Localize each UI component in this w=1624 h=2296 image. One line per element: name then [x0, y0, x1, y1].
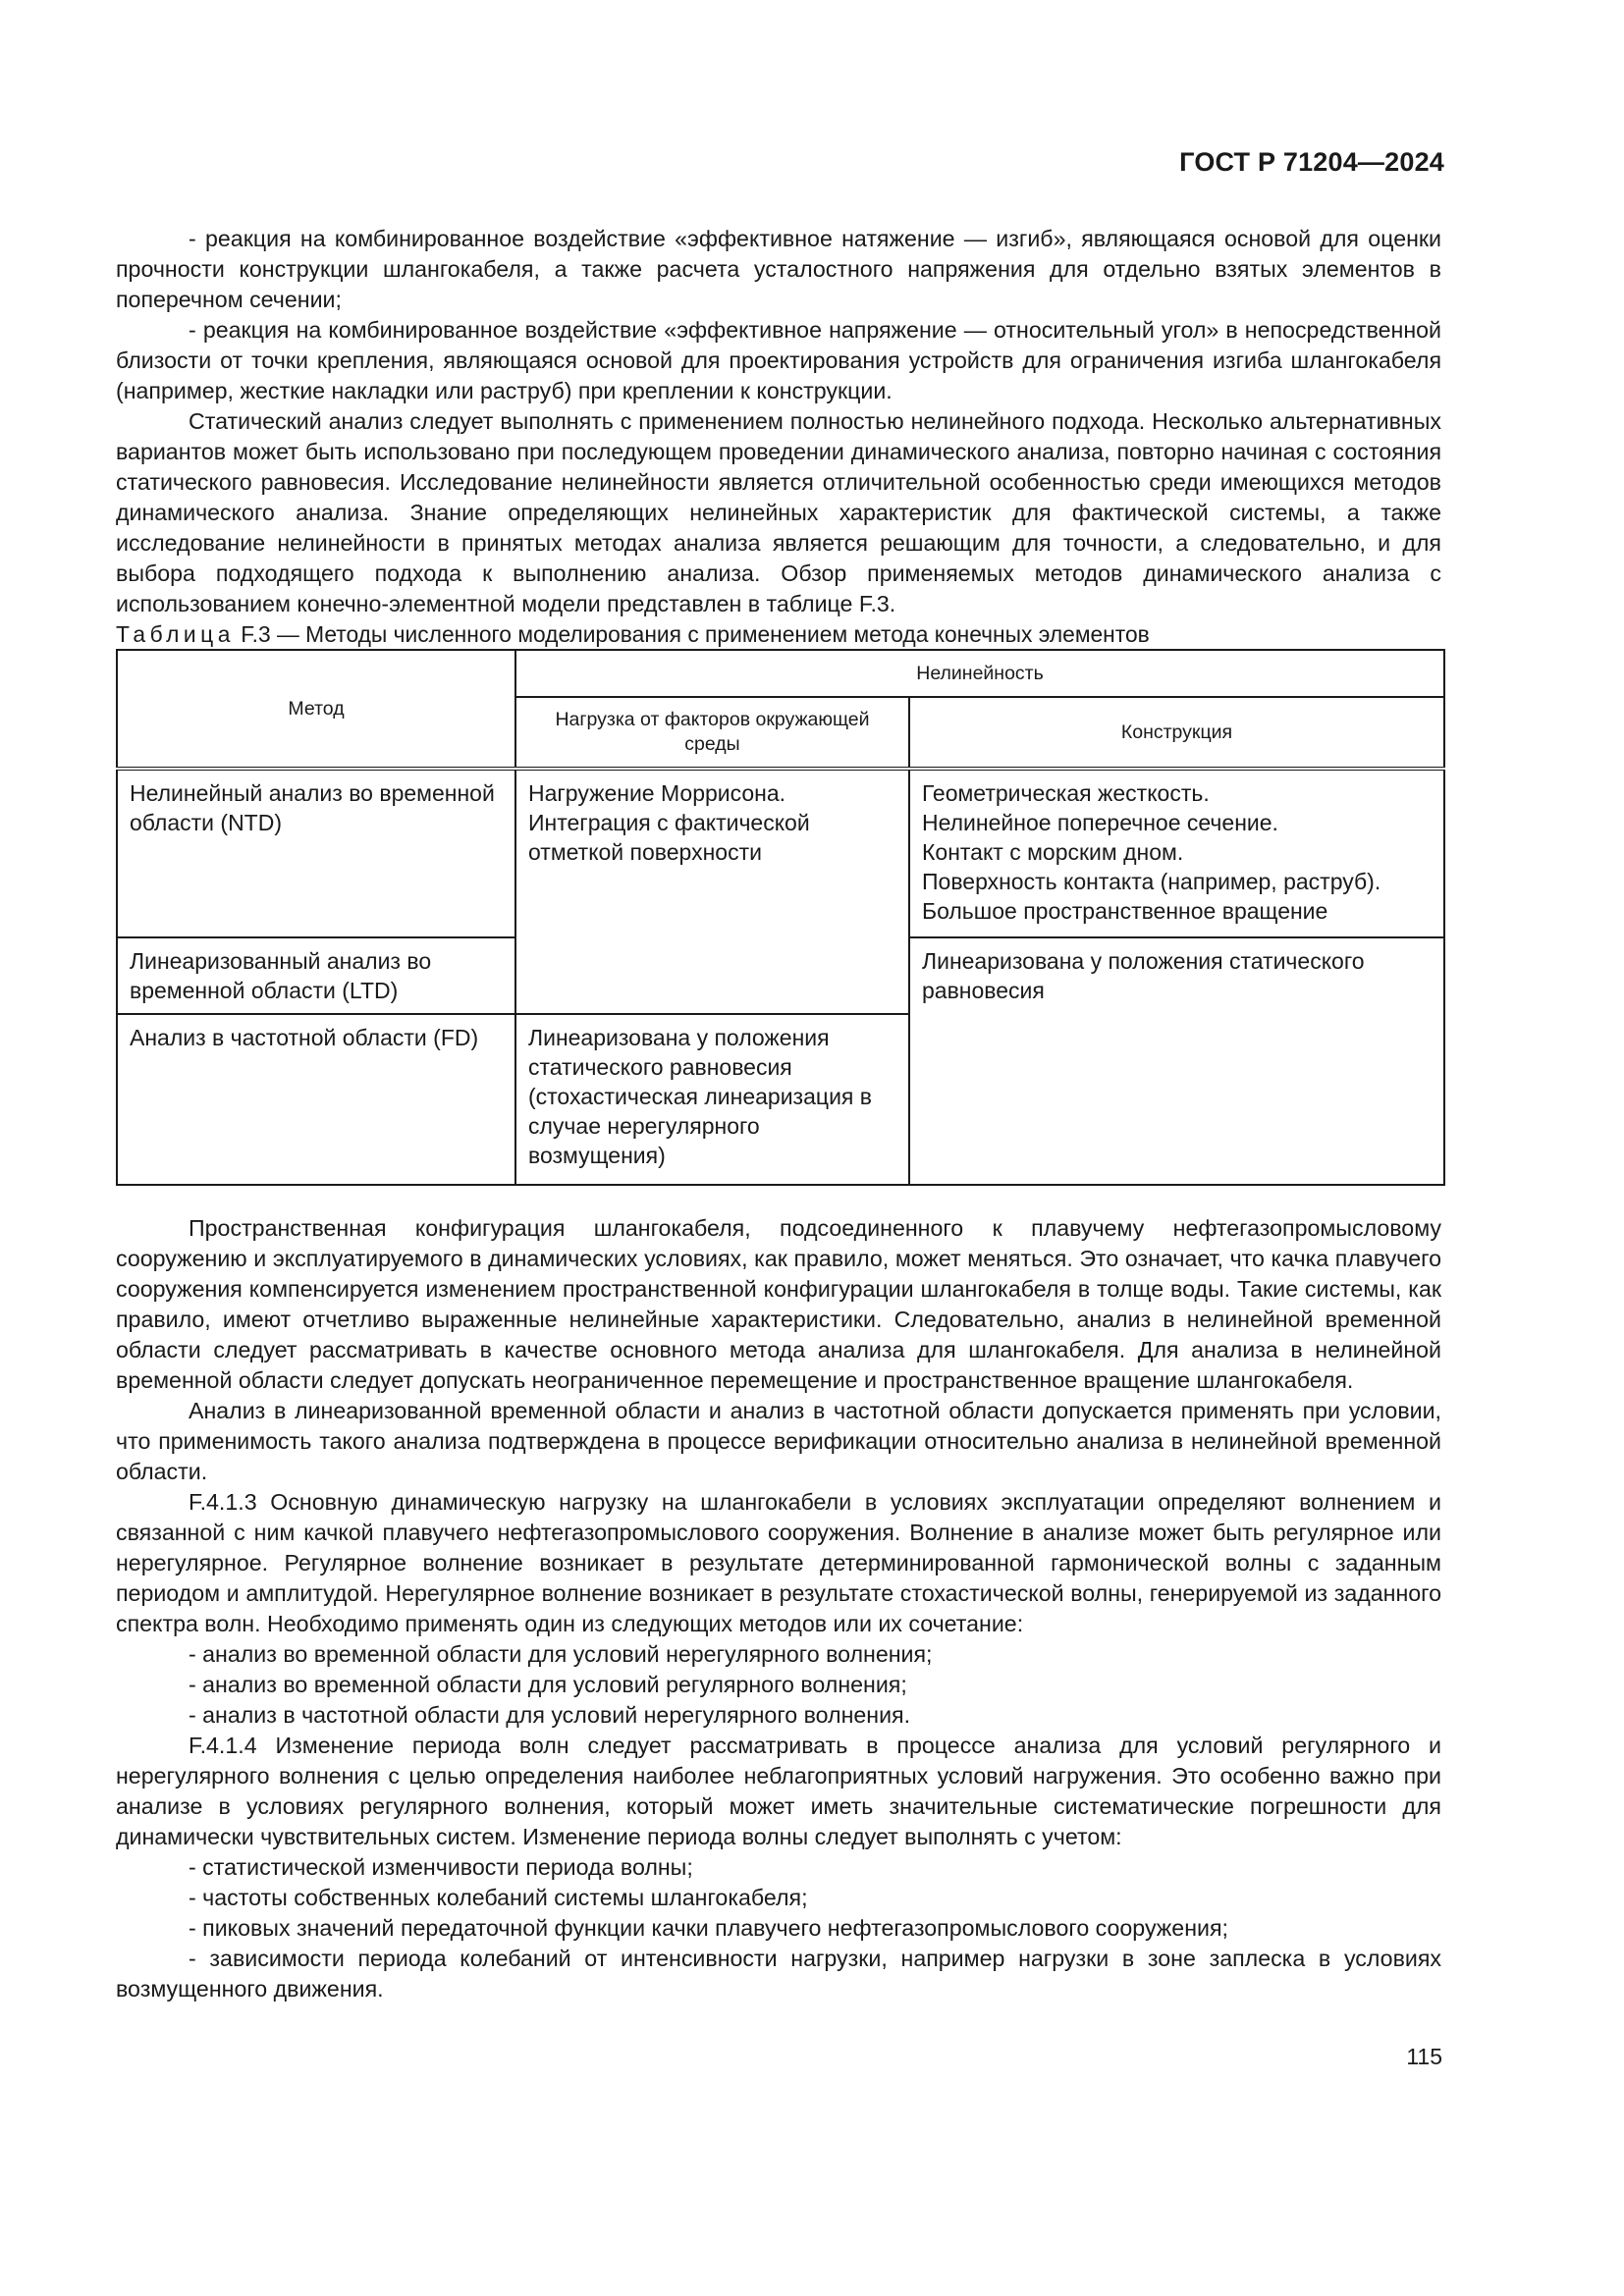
header-structure: Конструкция [909, 697, 1444, 769]
paragraph: Пространственная конфигурация шлангокабеля, подсоединенного к плавучему нефтегазопромысловому сооружению и эксплуатируемого в динамических условиях, как правило, может меняться. Это означает, что качка плавучего сооружения компенсируется изменением пространственной конфигурации шлангокабеля в толще воды. Такие системы, как правило, имеют отчетливо выраженные нелинейные характеристики. Следовательно, анализ в нелинейной временной области следует рассматривать в качестве основного метода анализа для шлангокабеля. Для анализа в нелинейной временной области следует допускать неограниченное перемещение и пространственное вращение шлангокабеля. [116, 1215, 1441, 1393]
list-item: - частоты собственных колебаний системы шлангокабеля; [189, 1885, 808, 1910]
structure-item: Большое пространственное вращение [922, 898, 1328, 924]
structure-item: Нелинейное поперечное сечение. [922, 810, 1278, 835]
list-item: - анализ во временной области для условий регулярного волнения; [189, 1672, 907, 1697]
paragraph: F.4.1.3 Основную динамическую нагрузку на шлангокабели в условиях эксплуатации определяют волнением и связанной с ним качкой плавучего нефтегазопромыслового сооружения. Волнение в анализе может быть регулярное или нерегулярное. Регулярное волнение возникает в результате детерминированной гармонической волны с заданным периодом и амплитудой. Нерегулярное волнение возникает в результате стохастической волны, генерируемой из заданного спектра волн. Необходимо применять один из следующих методов или их сочетание: [116, 1489, 1441, 1636]
cell-env-fd: Линеаризована у положения статического равновесия (стохастическая линеаризация в случае нерегулярного возмущения) [515, 1014, 909, 1185]
cell-method-ltd: Линеаризованный анализ во временной области (LTD) [117, 937, 515, 1014]
cell-method-fd: Анализ в частотной области (FD) [117, 1014, 515, 1185]
page-number: 115 [1406, 2044, 1442, 2069]
list-item: - статистической изменчивости периода волны; [189, 1854, 693, 1880]
standard-designation: ГОСТ Р 71204—2024 [1179, 147, 1444, 177]
header-method: Метод [117, 650, 515, 769]
fe-methods-table [116, 649, 1445, 1186]
page-body [116, 224, 1441, 2004]
cell-method-ntd: Нелинейный анализ во временной области (NTD) [117, 769, 515, 937]
structure-item: Поверхность контакта (например, раструб). [922, 869, 1381, 894]
list-item: - анализ во временной области для условий нерегулярного волнения; [189, 1641, 933, 1667]
list-item: - пиковых значений передаточной функции качки плавучего нефтегазопромыслового сооружения; [189, 1915, 1228, 1941]
list-item: - зависимости периода колебаний от интенсивности нагрузки, например нагрузки в зоне заплеска в условиях возмущенного движения. [116, 1946, 1441, 2002]
paragraph: - реакция на комбинированное воздействие «эффективное натяжение — изгиб», являющаяся основой для оценки прочности конструкции шлангокабеля, а также расчета усталостного напряжения для отдельно взятых элементов в поперечном сечении; [116, 226, 1441, 312]
paragraph: Анализ в линеаризованной временной области и анализ в частотной области допускается применять при условии, что применимость такого анализа подтверждена в процессе верификации относительно анализа в нелинейной временной области. [116, 1398, 1441, 1484]
paragraph: - реакция на комбинированное воздействие «эффективное напряжение — относительный угол» в непосредственной близости от точки крепления, являющаяся основой для проектирования устройств для ограничения изгиба шлангокабеля (например, жесткие накладки или раструб) при креплении к конструкции. [116, 317, 1441, 403]
cell-structure-ntd [909, 769, 1444, 937]
structure-item: Геометрическая жесткость. [922, 780, 1210, 806]
header-env-load: Нагрузка от факторов окружающей среды [515, 697, 909, 769]
header-nonlinearity: Нелинейность [515, 650, 1444, 697]
paragraph: F.4.1.4 Изменение периода волн следует рассматривать в процессе анализа для условий регулярного и нерегулярного волнения с целью определения наиболее неблагоприятных условий нагружения. Это особенно важно при анализе в условиях регулярного волнения, который может иметь значительные систематические погрешности для динамически чувствительных систем. Изменение периода волны следует выполнять с учетом: [116, 1733, 1441, 1849]
structure-item: Контакт с морским дном. [922, 839, 1184, 865]
paragraph: Статический анализ следует выполнять с применением полностью нелинейного подхода. Несколько альтернативных вариантов может быть использовано при последующем проведении динамического анализа, повторно начиная с состояния статического равновесия. Исследование нелинейности является отличительной особенностью среди имеющихся методов динамического анализа. Знание определяющих нелинейных характеристик для фактической системы, а также исследование нелинейности в принятых методах анализа является решающим для точности, а следовательно, и для выбора подходящего подхода к выполнению анализа. Обзор применяемых методов динамического анализа с использованием конечно-элементной модели представлен в таблице F.3. [116, 408, 1441, 616]
table-caption [116, 619, 1441, 649]
cell-structure-ltd-fd: Линеаризована у положения статического равновесия [909, 937, 1444, 1185]
table-caption-word: Таблица [116, 621, 235, 647]
table-caption-text: F.3 — Методы численного моделирования с применением метода конечных элементов [234, 621, 1150, 647]
cell-env-ntd-ltd: Нагружение Моррисона. Интеграция с фактической отметкой поверхности [515, 769, 909, 1014]
list-item: - анализ в частотной области для условий нерегулярного волнения. [189, 1702, 911, 1728]
